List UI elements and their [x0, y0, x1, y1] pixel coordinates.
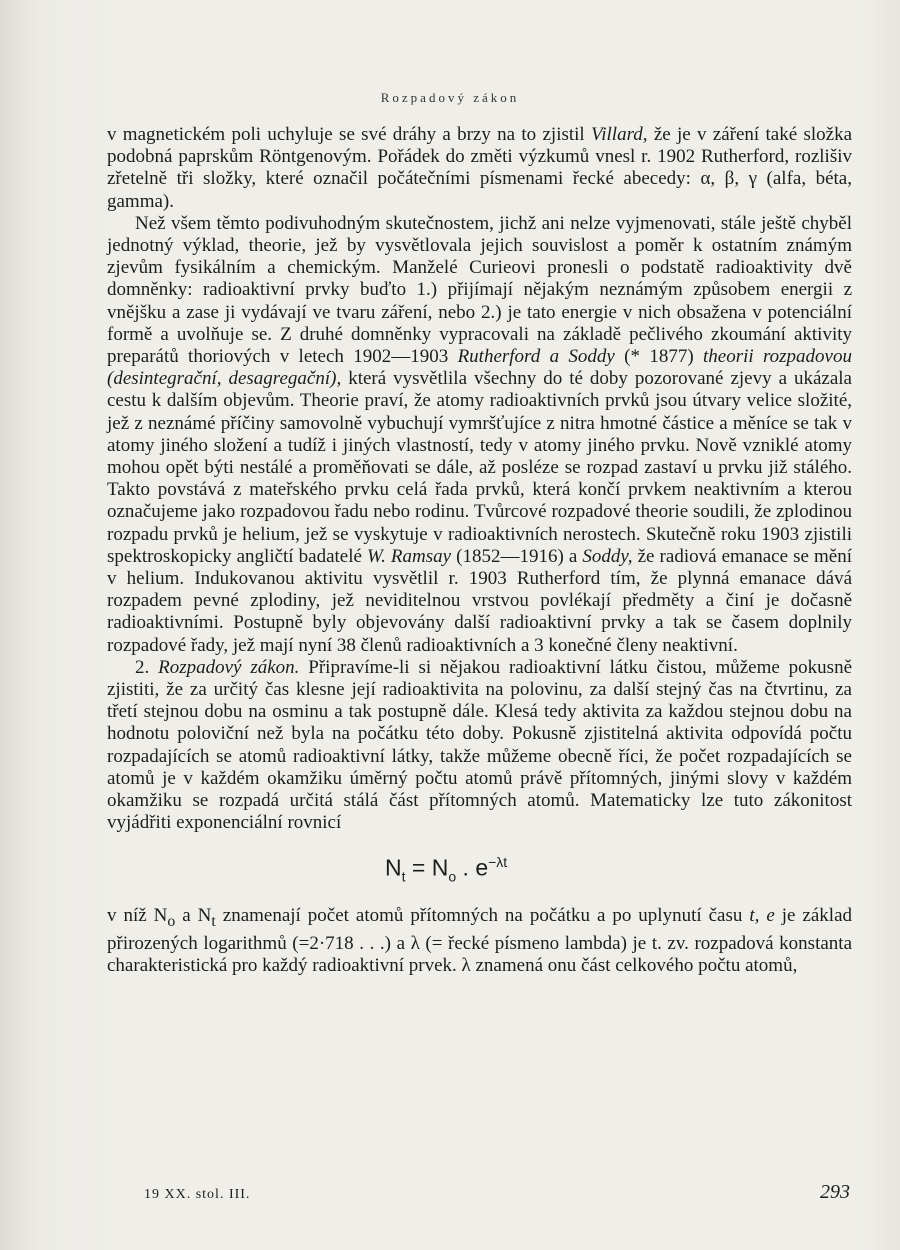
text-run: v magnetickém poli uchyluje se své dráhy a brzy na to zjistil [107, 124, 592, 145]
formula-dot: . [456, 854, 476, 881]
italic-run: W. Ramsay [367, 545, 452, 567]
formula-e: e [475, 854, 489, 881]
italic-run: t, e [749, 904, 775, 926]
italic-run: Soddy, [582, 545, 633, 567]
text-run: která vysvětlila všechny do té doby pozorované zjevy a ukázala cestu k dalším objevům. Theorie praví, že atomy radioaktivních prvků jsou útvary velice složité, jež z neznámé příčiny samovolně vybuchují vymršťujíce z nitra hmotné částice a měníce se tak v atomy jiného složení a tudíž i jiných vlastností, tedy v atomy jiného prvku. Nově vzniklé atomy mohou opět býti nestálé a proměňovati se dále, až posléze se rozpad zastaví u prvku již stálého. Takto povstává z mateřského prvku celá řada prvků, která končí prvkem neaktivním a kterou označujeme jako rozpadovou řadu nebo rodinu. Tvůrcové rozpadové theorie soudili, že zplodinou rozpadu prvků je helium, jež se vyskytuje v radioaktivních nerostech. Skutečně roku 1903 zjistili spektroskopicky angličtí badatelé [107, 368, 852, 567]
signature-mark: 19 XX. stol. III. [144, 1187, 251, 1202]
running-head: Rozpadový zákon [380, 90, 520, 105]
section-title: Rozpadový zákon. [158, 656, 300, 678]
text-run: Než všem těmto podivuhodným skutečnostem, jichž ani nelze vyjmenovati, stále ještě chyběl jednotný výklad, theorie, jež by vysvětlovala jejich souvislost a poměr k ostatním známým zjevům fysikálním a chemickým. Manželé Curieovi pronesli o podstatě radioaktivity dvě domněnky: radioaktivní prvky buďto 1.) přijímají nějakým neznámým způsobem energii z vnějšku a zase ji vydávají ve tvaru záření, nebo 2.) je tato energie v nich obsažena v potenciální formě a uvolňuje se. Z druhé domněnky vypracovali na základě pečlivého zkoumání aktivity preparátů thoriových v letech 1902—1903 [107, 212, 852, 368]
italic-run: Villard, [591, 124, 648, 145]
text-run: znamenají počet atomů přítomných na počátku a po uplynutí času [215, 904, 750, 926]
text-run: (* 1877) [614, 346, 703, 368]
subscript: o [167, 912, 176, 930]
formula-n0: N [431, 854, 449, 881]
text-run: a N [175, 904, 212, 926]
paragraph-3 [107, 657, 852, 835]
formula-n: N [385, 854, 402, 881]
formula-sub-t: t [401, 867, 406, 884]
subscript: t [211, 912, 216, 930]
page-number: 293 [820, 1181, 850, 1203]
paragraph-4 [107, 905, 852, 977]
paragraph-1 [107, 124, 852, 213]
decay-formula [107, 847, 852, 891]
body-text [107, 124, 852, 977]
formula-sub-o: o [448, 867, 457, 884]
text-run: Připravíme-li si nějakou radioaktivní látku čistou, můžeme pokusně zjistiti, že za určitý čas klesne její radioaktivita na polovinu, za další stejný čas na čtvrtinu, za třetí stejnou dobu na osminu a tak postupně dále. Klesá tedy aktivita za každou stejnou dobu na hodnotu poloviční než byla na počátku této doby. Pokusně zjistitelná aktivita odpovídá počtu rozpadajících se atomů radioaktivní látky, takže můžeme obecně říci, že počet rozpadajících se atomů je v každém okamžiku úměrný počtu atomů právě přítomných, jinými slovy v každém okamžiku se rozpadá určitá stálá část přítomných atomů. Matematicky lze tuto zákonitost vyjádřiti exponenciální rovnicí [107, 656, 853, 834]
text-run: (1852—1916) a [451, 545, 583, 567]
text-run: že je v záření také složka podobná paprskům Röntgenovým. Pořádek do změti výzkumů vnesl r. 1902 Rutherford, rozlišiv zřetelně tři složky, které označil počátečními písmenami řecké abecedy: α, β, γ (alfa, béta, gamma). [107, 124, 853, 212]
text-run: je základ přirozených logarithmů (=2·718 . . .) a λ (= řecké písmeno lambda) je t. zv. rozpadová konstanta charakteristická pro každý radioaktivní prvek. λ znamená onu část celkového počtu atomů, [107, 904, 853, 976]
formula-exponent: −λt [488, 853, 508, 870]
formula-equals: = [405, 854, 432, 881]
paragraph-2 [107, 213, 852, 657]
text-run: v níž N [107, 904, 168, 926]
italic-run: Rutherford a Soddy [457, 346, 615, 368]
text-run: 2. [135, 656, 159, 678]
italic-run: theorii rozpadovou (desintegrační, desagregační), [107, 346, 852, 390]
text-run: že radiová emanace se mění v helium. Indukovanou aktivitu vysvětlil r. 1903 Rutherford tím, že plynná emanace dává rozpadem pevné zplodiny, jež neviditelnou vrstvou povlékají předměty a činí je dočasně radioaktivními. Postupně byly objevovány další radioaktivní prvky a tak se časem doplnily rozpadové řady, jež mají nyní 38 členů radioaktivních a 3 konečné členy neaktivní. [107, 545, 852, 656]
